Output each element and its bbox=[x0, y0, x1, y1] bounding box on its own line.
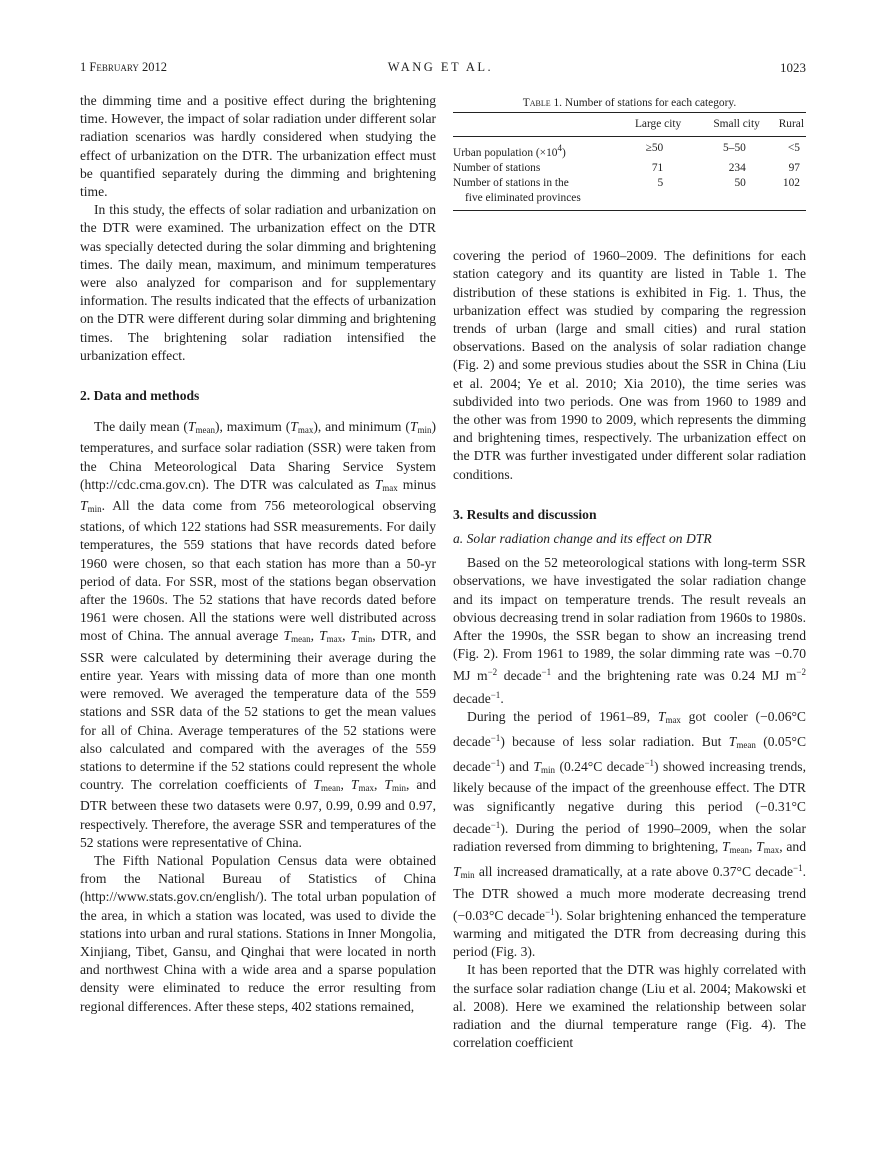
left-column bbox=[80, 92, 436, 1016]
right-paragraph-1: covering the period of 1960–2009. The definitions for each station category and its quantity are listed in Table 1. The distribution of these stations is exhibited in Fig. 1. Thus, the urbanization effect was studied by comparing the regression trends of urban (large and small cities) and rural station observations. Based on the analysis of solar radiation change (Fig. 2) and some previous studies about the SSR in China (Liu et al. 2004; Ye et al. 2010; Xia 2010), the time series was subdivided into two periods. One was from 1960 to 1989 and the other was from 1990 to 2009, which represents the dimming and brightening times, respectively. The urbanization effect on the DTR was further investigated under different solar radiation conditions. bbox=[453, 248, 806, 482]
right-paragraph-3: During the period of 1961–89, $T_{max}$ got cooler (−0.06°C decade$^{-1}$) because of less solar radiation. But $T_{mean}$ (0.05°C decade$^{-1}$) and $T_{min}$ (0.24°C decade$^{-1}$) showed increasing trends, likely because of the impact of the greenhouse effect. The DTR was significantly negative during this period (−0.31°C decade$^{-1}$). During the period of 1990–2009, when the solar radiation reversed from dimming to brightening, $T_{mean}$, $T_{max}$, and $T_{min}$ all increased dramatically, at a rate above 0.37°C decade$^{-1}$. The DTR showed a much more moderate decreasing trend (−0.03°C decade$^{-1}$). Solar brightening enhanced the temperature warming and mitigated the DTR from decreasing during this period (Fig. 3). bbox=[453, 708, 807, 960]
left-paragraph-2: In this study, the effects of solar radiation and urbanization on the DTR were examined. The urbanization effect on the DTR was specially detected during the solar dimming and brightening times. The daily mean, maximum, and minimum temperatures were also analyzed for comparison and for supplementary information. The results indicated that the effects of urbanization on the DTR were different during solar dimming and brightening times. The brightening solar radiation intensified the urbanization effect. bbox=[80, 202, 436, 363]
subsection-a-title: a. Solar radiation change and its effect on DTR bbox=[453, 531, 712, 547]
station-table bbox=[453, 112, 806, 211]
left-paragraph-3: The daily mean $(T_{mean})$, maximum $(T_{max})$, and minimum $(T_{min})$ temperatures, and surface solar radiation (SSR) were taken from the China Meteorological Data Sharing Service System (http://cdc.cma.gov.cn). The DTR was calculated as $T_{max}$ minus $T_{min}$. All the data come from 756 meteorological observing stations, of which 122 stations had SSR measurements. For daily temperatures, the 559 stations that have records dated before 1960 were chosen, so that each station has more than a 50-yr period of data. For SSR, most of the stations began observation after the 1960s. The 52 stations that have records dated before 1961 were chosen. All the stations were well distributed across most of China. The annual average $T_{mean}$, $T_{max}$, $T_{min}$, DTR, and SSR were calculated by determining their average during the entire year. Years with missing data of more than one month were removed. We averaged the temperature data of the 559 stations and SSR data of the 52 stations to get the mean values for all of China. Average temperatures of the 52 stations were also calculated and compared with the averages of the 559 stations to determine if the 52 stations could represent the whole country. The correlation coefficients of $T_{mean}$, $T_{max}$, $T_{min}$, and DTR between these two datasets were 0.97, 0.99, 0.99 and 0.97, respectively. Therefore, the average SSR and temperatures of the 52 stations were representative of China. bbox=[80, 419, 437, 850]
right-paragraph-2: Based on the 52 meteorological stations with long-term SSR observations, we have investigated the solar radiation change and its impact on temperature trends. The result reveals an obvious decreasing trend in solar radiation from 1960s to 1980s. After the 1990s, the SSR began to show an increasing trend (Fig. 2). From 1961 to 1989, the solar dimming rate was −0.70 MJ $m^{-2}$ decade$^{-1}$ and the brightening rate was 0.24 MJ $m^{-2}$ decade$^{-1}$. bbox=[453, 555, 806, 706]
section-3-title: 3. Results and discussion bbox=[453, 506, 597, 522]
header-authors: WANG ET AL. bbox=[387, 60, 494, 74]
section-2-title: 2. Data and methods bbox=[80, 388, 200, 404]
col-header-small-city: Small city bbox=[713, 118, 760, 131]
table-1 bbox=[453, 94, 806, 211]
table-row: Number of stations in the five eliminated provinces 5 50 102 bbox=[453, 176, 806, 211]
right-paragraph-4: It has been reported that the DTR was highly correlated with the surface solar radiation change (Liu et al. 2004; Makowski et al. 2008). Here we examined the relationship between solar radiation and the diurnal temperature range (Fig. 4). The correlation coefficient bbox=[453, 962, 806, 1051]
header-page-number: 1023 bbox=[780, 60, 806, 75]
left-paragraph-4: The Fifth National Population Census data were obtained from the National Bureau of Statistics of China (http://www.stats.gov.cn/english/). The total urban population of the area, in which a station was located, was used to divide the stations into urban and rural stations. Stations in Inner Mongolia, Xinjiang, Tibet, Gansu, and Qinghai that were located in north and northwest China with a wide area and a sparse population density were eliminated to reduce the error resulting from regional differences. After these steps, 402 stations remained, bbox=[80, 852, 436, 1014]
right-column bbox=[453, 92, 806, 1052]
col-header-rural: Rural bbox=[778, 118, 804, 131]
left-paragraph-1: the dimming time and a positive effect during the brightening time. However, the impact of solar radiation under different solar radiation scenarios was hardly considered when studying the effect of urbanization on the DTR. The urbanization effect must be quantified separately during the dimming and brightening time. bbox=[80, 93, 436, 200]
col-header-large-city: Large city bbox=[634, 118, 682, 131]
table-row: Urban population $(\times 10^4)$ ≥50 5–50 <5 bbox=[453, 142, 800, 160]
table-row: Number of stations 71 234 97 bbox=[453, 162, 800, 175]
header-date: 1 February 2012 bbox=[80, 60, 167, 74]
table-caption: Table 1. Number of stations for each category. bbox=[522, 97, 737, 109]
